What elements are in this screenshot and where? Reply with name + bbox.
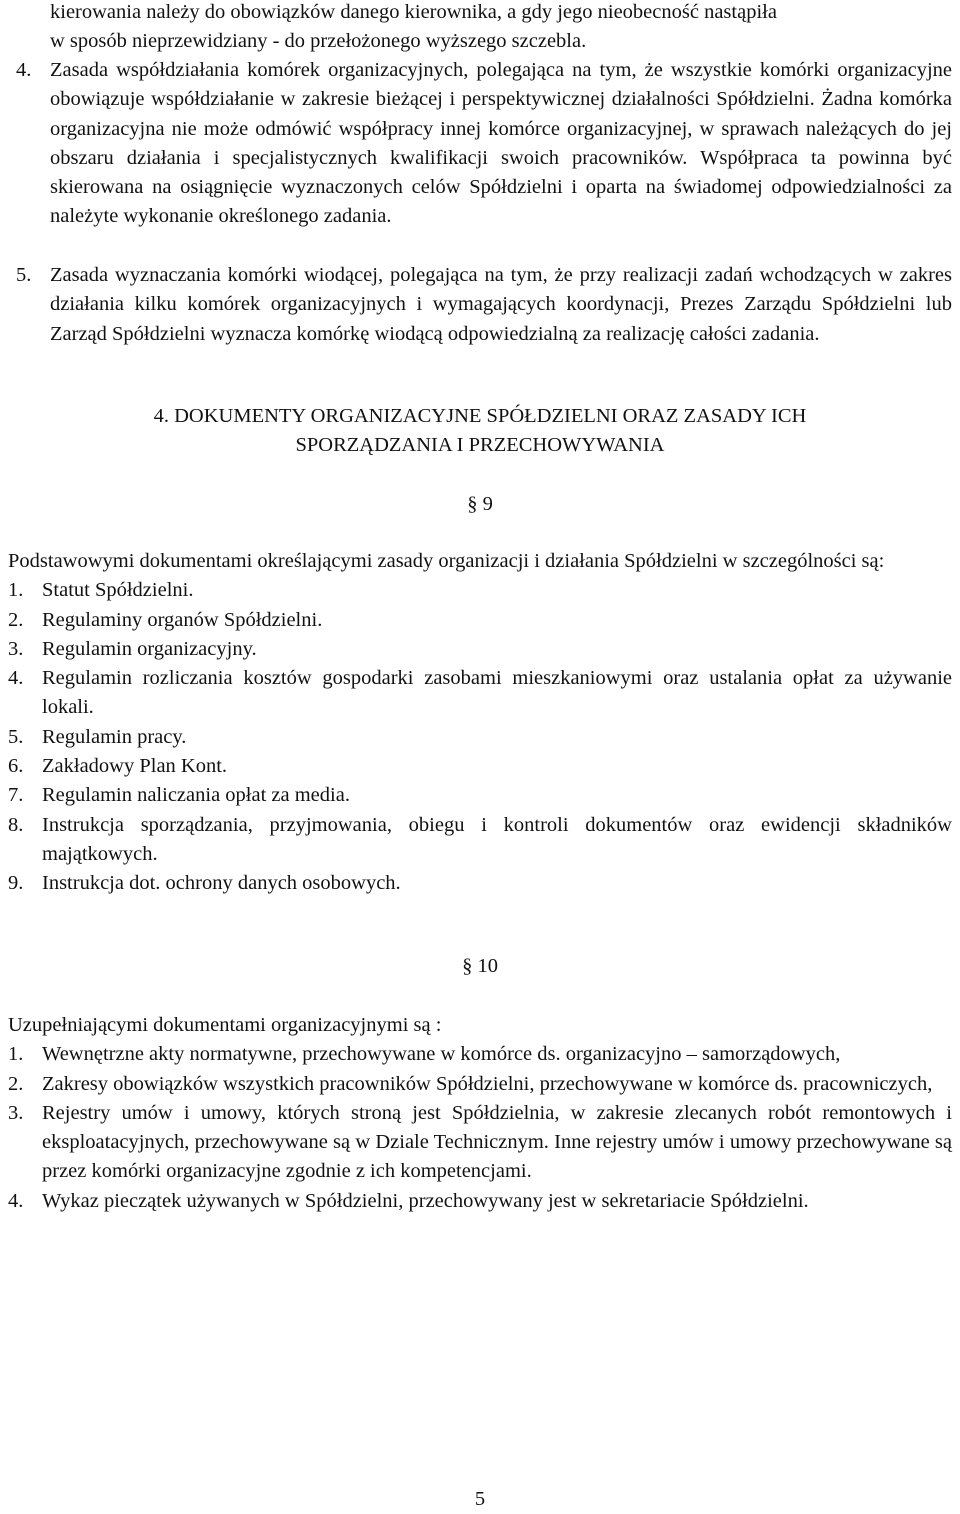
page-number: 5 [474, 1488, 486, 1510]
list-item: 3. Rejestry umów i umowy, których stroną jest Spółdzielnia, w zakresie zlecanych robót remontowych i eksploatacyjnych, przechowywane są w Dziale Technicznym. Inne rejestry umów i umowy przechowywane są przez komórki organizacyjne zgodnie z ich kompetencjami. [8, 1101, 952, 1183]
list-item: 2. Zakresy obowiązków wszystkich pracowników Spółdzielni, przechowywane w komórce ds. pracowniczych, [8, 1072, 933, 1095]
continuation-line: w sposób nieprzewidziany - do przełożonego wyższego szczebla. [50, 30, 587, 53]
principle-number: 5. [16, 264, 32, 286]
chapter-heading-line: 4. DOKUMENTY ORGANIZACYJNE SPÓŁDZIELNI ORAZ ZASADY ICH [153, 405, 807, 427]
principle-number: 4. [16, 59, 32, 81]
list-item: 6. Zakładowy Plan Kont. [8, 755, 228, 778]
list-item: 7. Regulamin naliczania opłat za media. [8, 784, 350, 807]
principle-text: Zasada współdziałania komórek organizacyjnych, polegająca na tym, że wszystkie komórki organizacyjne obowiązuje współdziałanie w zakresie bieżącej i perspektywicznej działalności Spółdzielni. Żadna komórka organizacyjna nie może odmówić współpracy innej komórce organizacyjnej, w sprawach należących do jej obszaru działania i specjalistycznych kwalifikacji swoich pracowników. Współpraca ta powinna być skierowana na osiągnięcie wyznaczonych celów Spółdzielni i oparta na świadomej odpowiedzialności za należyte wykonanie określonego zadania. [50, 59, 952, 228]
principle-text: Zasada wyznaczania komórki wiodącej, polegająca na tym, że przy realizacji zadań wchodzących w zakres działania kilku komórek organizacyjnych i wymagających koordynacji, Prezes Zarządu Spółdzielni lub Zarząd Spółdzielni wyznacza komórkę wiodącą odpowiedzialną za realizację całości zadania. [50, 264, 952, 345]
section-10-intro: Uzupełniającymi dokumentami organizacyjnymi są : [8, 1014, 442, 1036]
list-item: 1. Wewnętrzne akty normatywne, przechowywane w komórce ds. organizacyjno – samorządowych, [8, 1043, 841, 1066]
list-item: 1. Statut Spółdzielni. [8, 579, 194, 602]
list-item: 4. Wykaz pieczątek używanych w Spółdzielni, przechowywany jest w sekretariacie Spółdzielni. [8, 1189, 809, 1212]
section-9-title: § 9 [467, 493, 493, 515]
section-10-body [8, 1011, 952, 1216]
list-item: 9. Instrukcja dot. ochrony danych osobowych. [8, 872, 401, 895]
chapter-heading [8, 402, 952, 461]
list-item: 2. Regulaminy organów Spółdzielni. [8, 608, 323, 631]
chapter-heading-line: SPORZĄDZANIA I PRZECHOWYWANIA [295, 434, 665, 457]
list-item: 8. Instrukcja sporządzania, przyjmowania, obiegu i kontroli dokumentów oraz ewidencji składników majątkowych. [8, 813, 952, 865]
list-item: 3. Regulamin organizacyjny. [8, 637, 257, 660]
principle-item-5 [16, 261, 952, 349]
list-item: 5. Regulamin pracy. [8, 725, 187, 748]
list-item: 4. Regulamin rozliczania kosztów gospodarki zasobami mieszkaniowymi oraz ustalania opłat za używanie lokali. [8, 667, 952, 719]
section-9-intro: Podstawowymi dokumentami określającymi zasady organizacji i działania Spółdzielni w szczególności są: [8, 550, 885, 572]
continuation-line: kierowania należy do obowiązków danego kierownika, a gdy jego nieobecność nastąpiła [50, 1, 777, 23]
section-9-body [8, 547, 952, 899]
section-10-title: § 10 [462, 955, 498, 977]
continuation-text [50, 0, 952, 57]
principle-item-4 [16, 56, 952, 232]
